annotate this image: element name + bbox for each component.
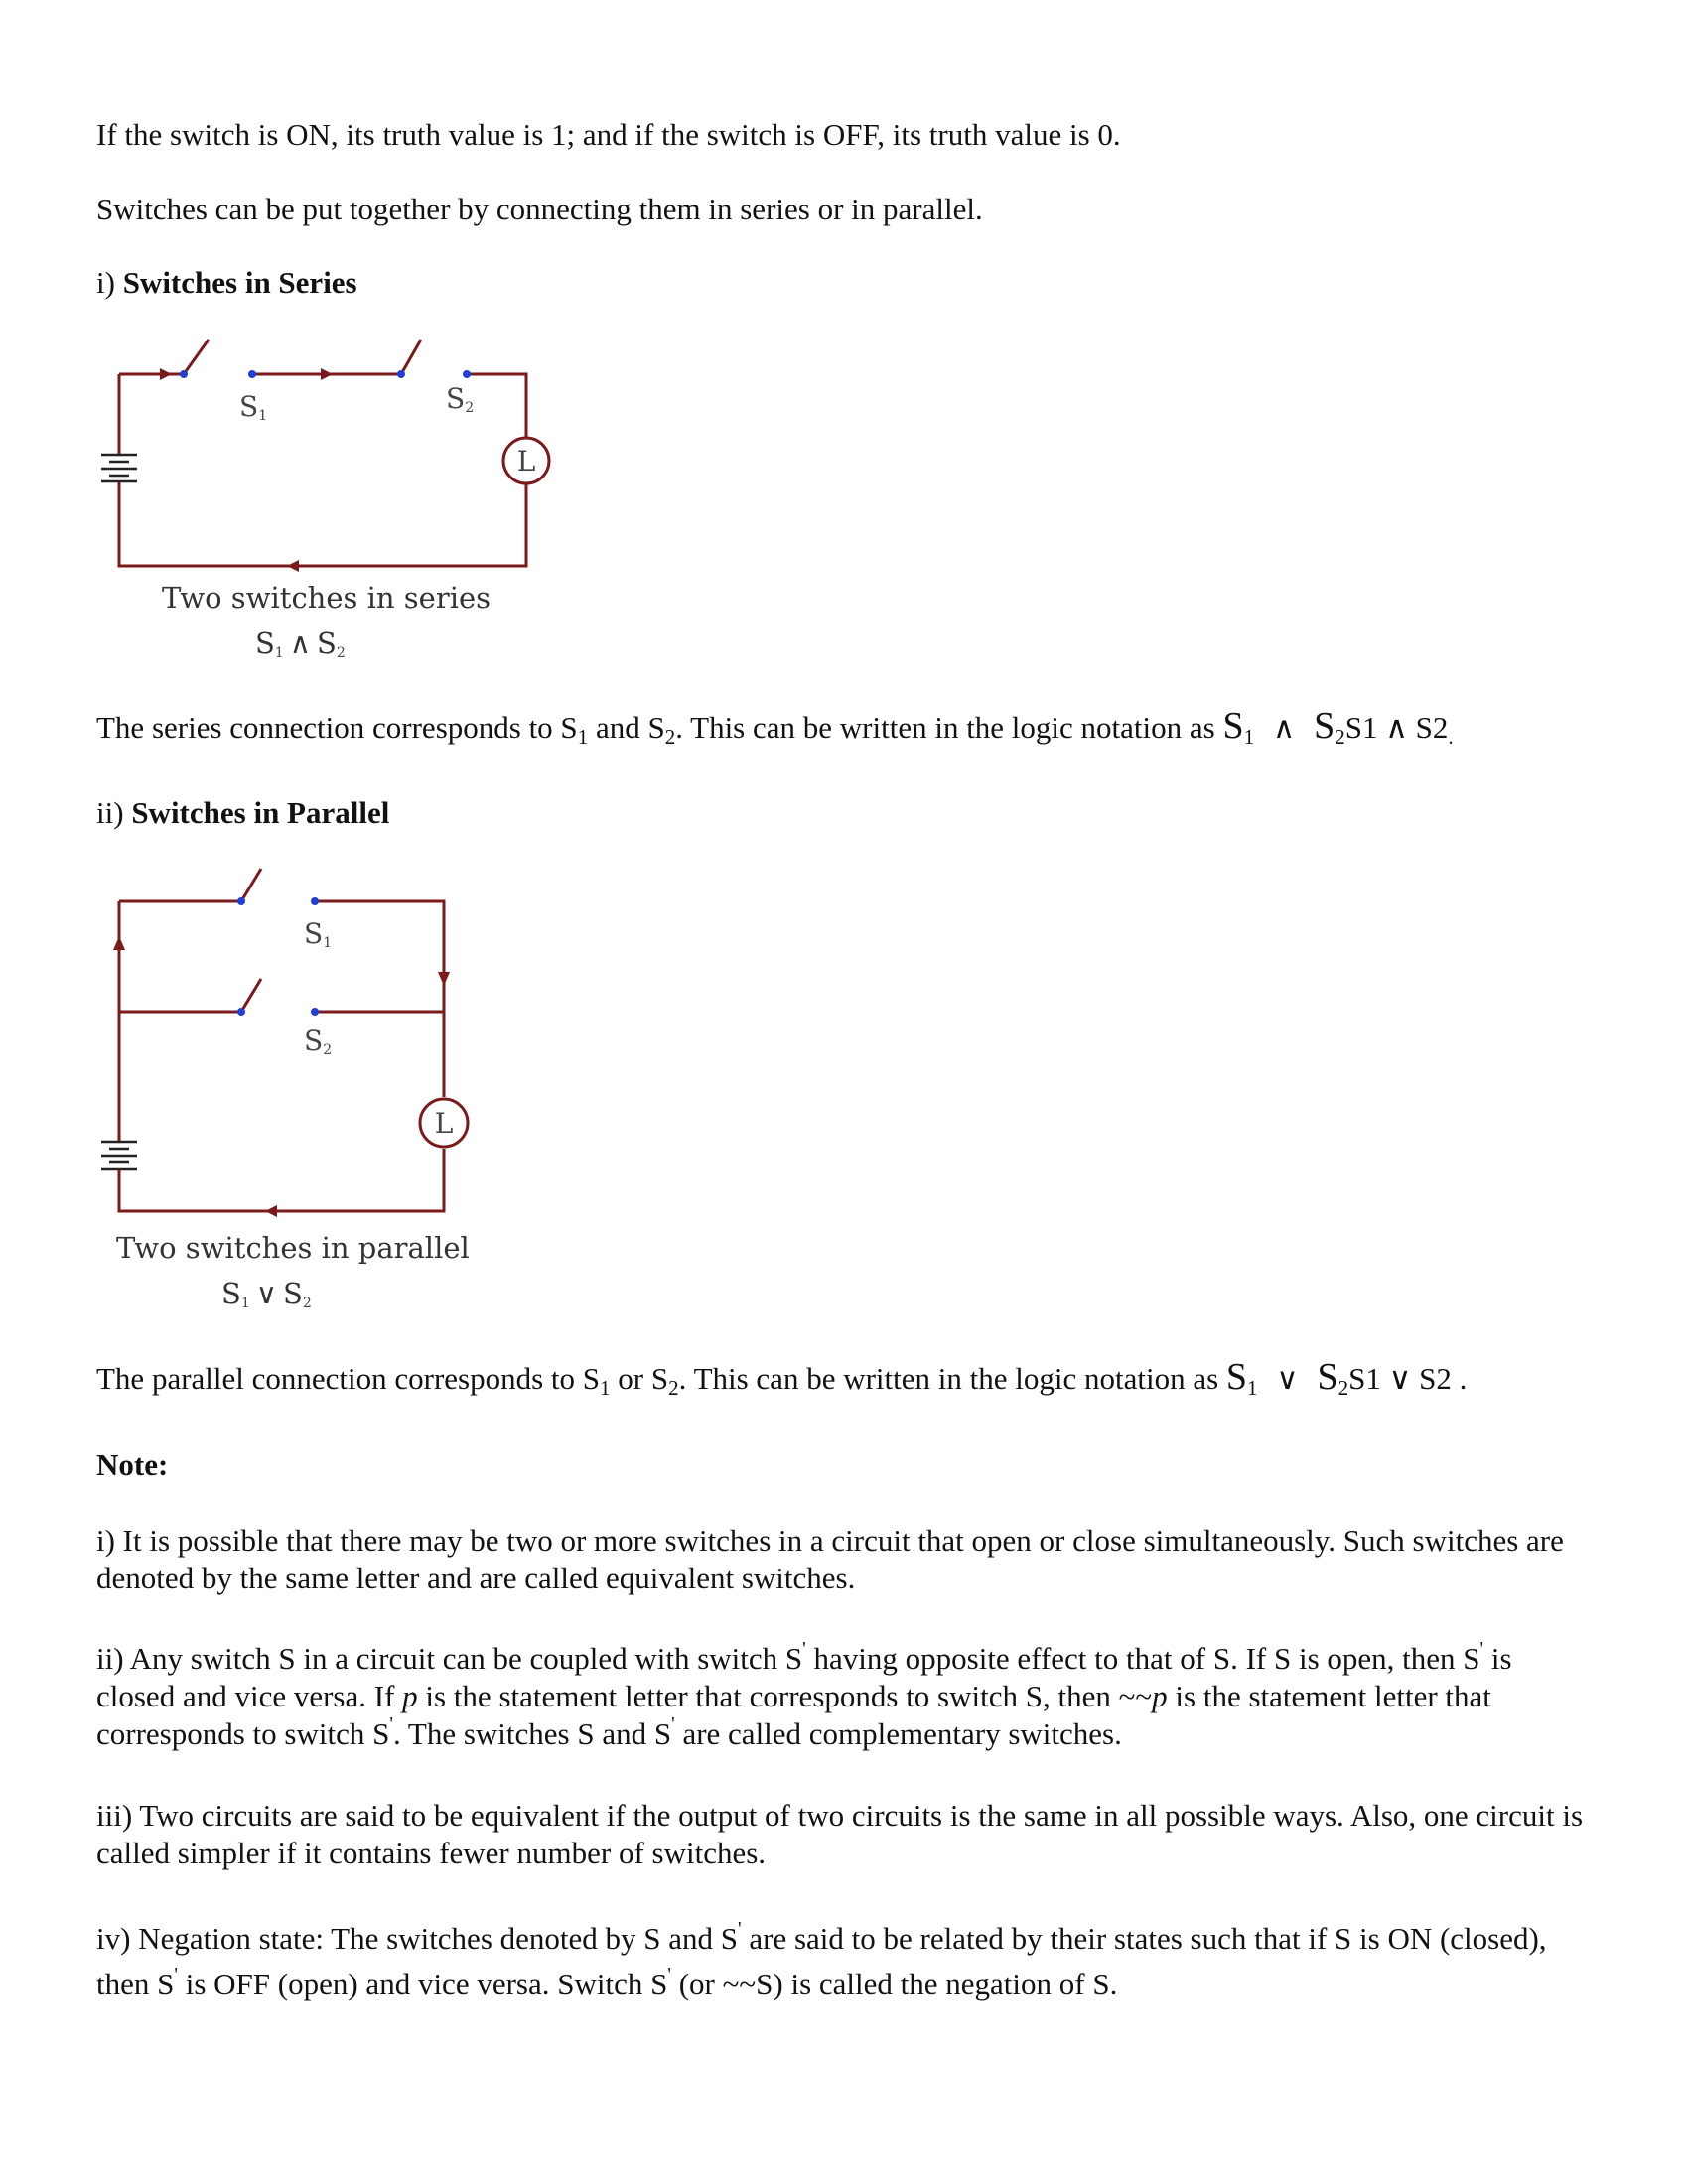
parallel-text: The parallel connection corresponds to $S_1$ or $S_2$. This can be written in the logic notation as $S_1$ ∨ $S_2S1$ ∨ S2 .	[96, 1356, 1468, 1400]
note-item-4: iv) Negation state: The switches denoted by S and S' are said to be related by their states such that if S is ON (closed), then S' is OFF (open) and vice versa. Switch S' (or ~~S) is called the negation of S.	[96, 1918, 1547, 2001]
parallel-heading-title: Switches in Parallel	[131, 795, 390, 830]
note-item-2: ii) Any switch S in a circuit can be coupled with switch S' having opposite effect to that of S. If S is open, then S' is closed and vice versa. If p is the statement letter that corresponds to switch S, then ~~p is the statement letter that corresponds to switch S'. The switches S and S' are called complementary switches.	[96, 1638, 1512, 1751]
parallel-heading	[96, 794, 389, 832]
series-formula: S1 ∧ S2	[255, 626, 346, 661]
intro-line-2: Switches can be put together by connecting them in series or in parallel.	[96, 192, 983, 226]
series-arrow-2	[321, 368, 333, 380]
series-contact-1b	[248, 370, 256, 378]
series-circuit-diagram	[96, 328, 553, 665]
parallel-arrow-bottom	[265, 1205, 277, 1217]
series-notation-plain: S1 ∧ S2	[1344, 710, 1449, 745]
series-caption: Two switches in series	[162, 581, 492, 614]
parallel-contact-2b	[311, 1008, 319, 1016]
series-arrow-bottom	[287, 560, 299, 572]
series-lamp-label: L	[516, 445, 536, 478]
note-item-1: i) It is possible that there may be two or more switches in a circuit that open or close simultaneously. Such switches are denoted by the same letter and are called equivalent switches.	[96, 1523, 1564, 1595]
note-heading: Note:	[96, 1447, 169, 1482]
series-contact-2a	[397, 370, 405, 378]
parallel-wire-top-right	[315, 901, 444, 1097]
parallel-arrow-left	[113, 936, 125, 950]
parallel-caption: Two switches in parallel	[116, 1231, 470, 1265]
parallel-contact-1b	[311, 897, 319, 905]
parallel-heading-prefix: ii)	[96, 795, 132, 830]
parallel-notation-plain: S1 ∨ S2	[1348, 1361, 1452, 1396]
parallel-battery-icon	[101, 1142, 137, 1178]
series-switch1-blade	[184, 340, 209, 374]
parallel-switch1-blade	[241, 869, 261, 901]
parallel-lamp-label: L	[434, 1107, 454, 1140]
series-wire-right-upper	[467, 374, 526, 447]
parallel-arrow-right	[438, 972, 450, 986]
series-contact-2b	[463, 370, 471, 378]
parallel-notation: $S_1$ ∨ $S_2$	[1225, 1356, 1349, 1400]
parallel-switch2-blade	[241, 979, 261, 1012]
series-switch1-label: S1	[239, 390, 268, 424]
intro-line-1: If the switch is ON, its truth value is 1; and if the switch is OFF, its truth value is 0.	[96, 117, 1121, 152]
parallel-switch1-label: S1	[304, 917, 333, 951]
series-text: The series connection corresponds to $S_1$ and $S_2$. This can be written in the logic notation as $S_1$ ∧ $S_2S1$ ∧ $S2_.$	[96, 705, 1454, 749]
series-battery-icon	[101, 455, 137, 481]
series-notation: $S_1$ ∧ $S_2$	[1222, 705, 1345, 749]
series-heading-title: Switches in Series	[122, 265, 357, 300]
series-arrow-1	[160, 368, 172, 380]
series-switch2-label: S2	[446, 382, 475, 416]
series-wire-bottom	[119, 475, 526, 566]
parallel-circuit-diagram	[96, 859, 553, 1325]
parallel-contact-2a	[237, 1008, 245, 1016]
parallel-contact-1a	[237, 897, 245, 905]
parallel-wire-bottom	[119, 1149, 444, 1211]
series-heading	[96, 264, 357, 302]
parallel-formula: S1 ∨ S2	[221, 1277, 312, 1311]
parallel-switch2-label: S2	[304, 1024, 333, 1058]
note-item-3: iii) Two circuits are said to be equivalent if the output of two circuits is the same in all possible ways. Also, one circuit is called simpler if it contains fewer number of switches.	[96, 1798, 1584, 1870]
series-switch2-blade	[401, 340, 421, 374]
series-heading-prefix: i)	[96, 265, 123, 300]
series-contact-1a	[180, 370, 188, 378]
